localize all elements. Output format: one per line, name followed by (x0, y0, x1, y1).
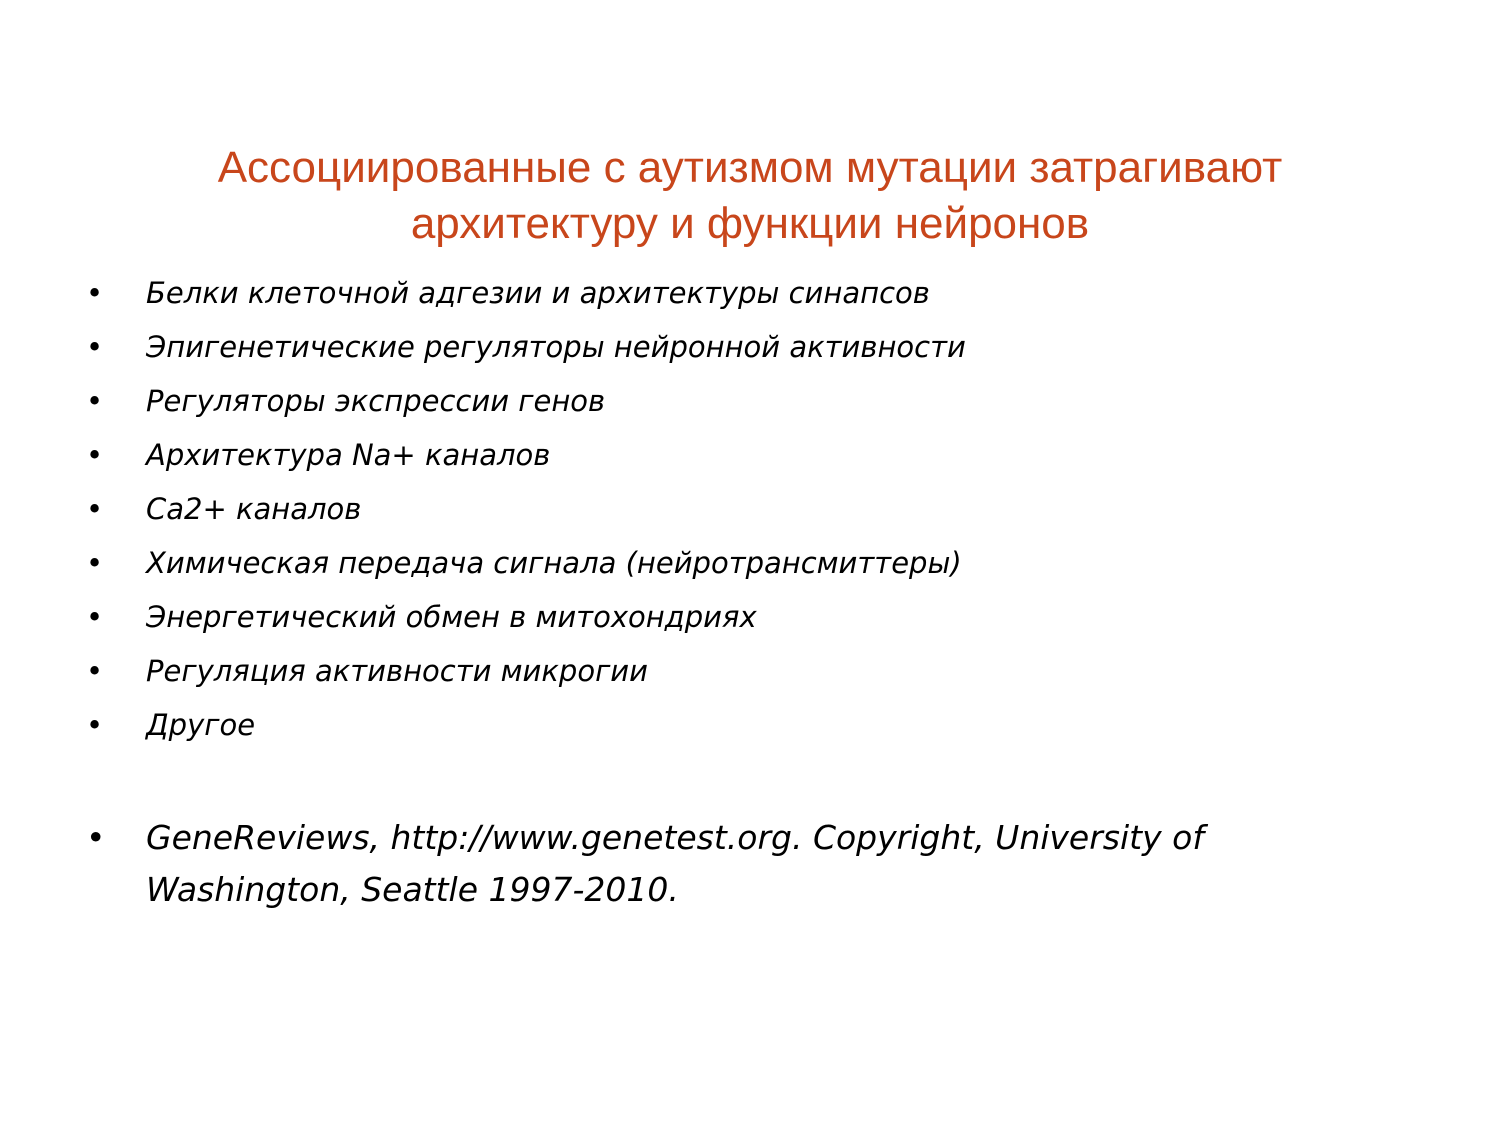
bullet-icon: • (86, 708, 104, 742)
list-item-text: Ca2+ каналов (146, 492, 362, 526)
list-item (0, 702, 1500, 756)
list-item (0, 432, 1500, 486)
list-item-text: Химическая передача сигнала (нейротрансмиттеры) (146, 546, 962, 580)
slide-title-line-2: архитектуру и функции нейронов (410, 199, 1090, 248)
list-item-text: Энергетический обмен в митохондриях (146, 600, 757, 634)
bullet-icon: • (86, 546, 104, 580)
bullet-icon: • (86, 384, 104, 418)
list-item-text: Архитектура Na+ каналов (146, 438, 551, 472)
list-item-text: Белки клеточной адгезии и архитектуры синапсов (146, 276, 930, 310)
bullet-icon: • (86, 276, 104, 310)
bullet-icon: • (86, 818, 106, 857)
bullet-icon: • (86, 330, 104, 364)
list-item (0, 378, 1500, 432)
bullet-icon: • (86, 600, 104, 634)
list-item-text: Регуляторы экспрессии генов (146, 384, 606, 418)
bullet-icon: • (86, 492, 104, 526)
bullet-list (0, 270, 1500, 756)
slide-title (100, 140, 1400, 252)
list-item (0, 594, 1500, 648)
list-item (0, 270, 1500, 324)
slide-title-line-1: Ассоциированные с аутизмом мутации затрагивают (217, 143, 1283, 192)
list-item-text: Другое (146, 708, 256, 742)
list-item (0, 486, 1500, 540)
list-item (0, 324, 1500, 378)
list-item (0, 648, 1500, 702)
bullet-icon: • (86, 654, 104, 688)
list-item (0, 540, 1500, 594)
bullet-icon: • (86, 438, 104, 472)
list-item-text: Регуляция активности микрогии (146, 654, 649, 688)
reference-text: GeneReviews, http://www.genetest.org. Copyright, University of Washington, Seattle 1997-2010. (146, 818, 1204, 909)
list-item-text: Эпигенетические регуляторы нейронной активности (146, 330, 966, 364)
